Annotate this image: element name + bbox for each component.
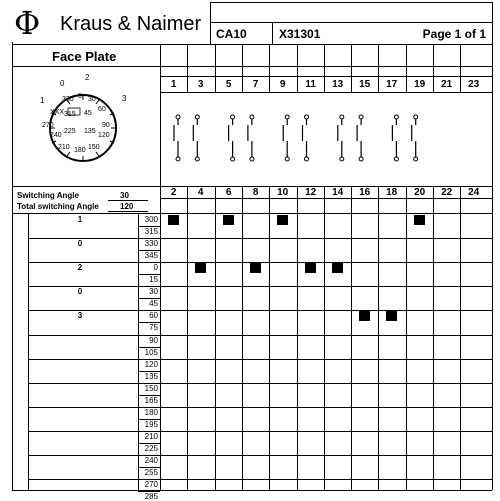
dial-label: 270 [42, 122, 54, 129]
brand-name: Kraus & Naimer [60, 13, 202, 35]
grid-line [351, 186, 352, 490]
dial-label: 30 [88, 96, 96, 103]
contact-bottom-number: 24 [468, 187, 480, 198]
dial-position-mark: 2 [85, 73, 90, 82]
angle-label: 120 [144, 360, 158, 369]
dial-label: 60 [98, 106, 106, 113]
grid-line [215, 186, 216, 490]
angle-label: 315 [144, 227, 158, 236]
switching-angle-label: Switching Angle [17, 191, 79, 200]
position-label: 3 [77, 311, 83, 320]
model-code: CA10 [216, 27, 247, 41]
contact-symbol [303, 115, 309, 161]
header-border [12, 44, 492, 45]
contact-diagram [160, 95, 492, 185]
row-line [28, 310, 492, 311]
contact-bottom-number: 18 [386, 187, 398, 198]
contact-top-number: 23 [468, 79, 480, 90]
row-line [28, 238, 492, 239]
contact-bottom-number: 14 [332, 187, 344, 198]
contact-bottom-number: 12 [305, 187, 317, 198]
angle-label: 60 [149, 311, 158, 320]
grid-line [324, 186, 325, 490]
contact-symbol [283, 115, 289, 161]
closed-contact-mark [223, 215, 234, 225]
closed-contact-mark [250, 263, 261, 273]
grid-line [242, 186, 243, 490]
row-line [28, 455, 492, 456]
contact-bottom-number: 16 [359, 187, 371, 198]
closed-contact-mark [305, 263, 316, 273]
contact-symbol [412, 115, 418, 161]
angle-label: 90 [149, 336, 158, 345]
angle-label: 240 [144, 456, 158, 465]
header-border [210, 2, 211, 44]
contact-top-number: 17 [386, 79, 398, 90]
row-line [28, 383, 492, 384]
header-border [272, 22, 273, 44]
contact-top-number: 9 [279, 79, 286, 90]
angle-label: 15 [149, 275, 158, 284]
grid-line [297, 186, 298, 490]
header-border [210, 2, 492, 3]
angle-label: 210 [144, 432, 158, 441]
angle-label: 330 [144, 239, 158, 248]
contact-top-number: 1 [170, 79, 177, 90]
dial-label: 315 [64, 111, 76, 118]
dial-position-mark: 1 [40, 96, 45, 105]
page-indicator: Page 1 of 1 [422, 27, 486, 41]
row-line [28, 431, 492, 432]
position-label: 2 [77, 263, 83, 272]
angle-label: 0 [153, 263, 158, 272]
closed-contact-mark [414, 215, 425, 225]
contact-bottom-number: 22 [441, 187, 453, 198]
contact-symbol [338, 115, 344, 161]
angle-label: 270 [144, 480, 158, 489]
angle-label: 255 [144, 468, 158, 477]
value-underline [108, 200, 148, 201]
grid-line [378, 186, 379, 490]
angle-label: 345 [144, 251, 158, 260]
position-label: 0 [77, 287, 83, 296]
contact-top-number: 21 [441, 79, 453, 90]
contact-bottom-number: 2 [170, 187, 177, 198]
contact-bottom-number: 6 [225, 187, 232, 198]
dial-label: 0 [78, 93, 82, 100]
dial-label: 225 [64, 128, 76, 135]
dial-position-mark: 0 [60, 79, 65, 88]
angle-label: 45 [149, 299, 158, 308]
angle-label: 105 [144, 348, 158, 357]
dial-label: 135 [84, 128, 96, 135]
contact-top-number: 7 [252, 79, 259, 90]
grid-line [433, 186, 434, 490]
contact-top-number: 11 [305, 79, 316, 90]
angle-label: 300 [144, 215, 158, 224]
angle-label: 180 [144, 408, 158, 417]
closed-contact-mark [359, 311, 370, 321]
row-line [28, 359, 492, 360]
position-label: 1 [77, 215, 83, 224]
contact-symbol [392, 115, 398, 161]
grid-line [160, 198, 492, 199]
grid-line [12, 213, 492, 214]
closed-contact-mark [332, 263, 343, 273]
contact-bottom-number: 8 [252, 187, 259, 198]
angle-label: 285 [144, 492, 158, 501]
dial-label: 150 [88, 144, 100, 151]
angle-label: 135 [144, 372, 158, 381]
angle-label: 75 [149, 323, 158, 332]
row-line [28, 335, 492, 336]
grid-line [460, 186, 461, 490]
switching-angle-value: 30 [120, 191, 129, 200]
grid-line [160, 186, 161, 490]
value-underline [108, 211, 148, 212]
grid-line [269, 186, 270, 490]
dial-label: XXX [50, 109, 65, 116]
contact-bottom-number: 10 [277, 187, 289, 198]
closed-contact-mark [386, 311, 397, 321]
contact-symbol [229, 115, 235, 161]
contact-bottom-number: 4 [197, 187, 204, 198]
dial-label: 330 [62, 96, 74, 103]
dial-label: 210 [58, 144, 70, 151]
outer-border [12, 490, 492, 491]
grid-line [160, 76, 492, 77]
row-line [28, 407, 492, 408]
contact-top-number: 13 [332, 79, 344, 90]
contact-bottom-number: 20 [414, 187, 426, 198]
outer-border [12, 42, 13, 490]
brand-symbol: Φ [14, 4, 41, 42]
dial-label: 240 [50, 132, 62, 139]
grid-line [12, 66, 492, 67]
angle-label: 195 [144, 420, 158, 429]
closed-contact-mark [277, 215, 288, 225]
total-switching-angle-value: 120 [120, 202, 134, 211]
row-line [28, 479, 492, 480]
grid-line [160, 92, 492, 93]
angle-label: 30 [149, 287, 158, 296]
contact-symbol [174, 115, 180, 161]
angle-label: 150 [144, 384, 158, 393]
part-number: X31301 [279, 27, 321, 41]
position-label: 0 [77, 239, 83, 248]
face-plate-title: Face Plate [52, 49, 117, 64]
contact-symbol [357, 115, 363, 161]
total-switching-angle-label: Total switching Angle [17, 202, 99, 211]
angle-label: 225 [144, 444, 158, 453]
dial-label: 120 [98, 132, 110, 139]
header-border [210, 22, 492, 23]
dial-position-mark: 3 [122, 94, 127, 103]
grid-line [406, 186, 407, 490]
row-line [28, 286, 492, 287]
closed-contact-mark [168, 215, 179, 225]
contact-top-number: 5 [225, 79, 232, 90]
closed-contact-mark [195, 263, 206, 273]
grid-line [28, 213, 29, 490]
contact-top-number: 3 [197, 79, 204, 90]
contact-symbol [193, 115, 199, 161]
contact-top-number: 15 [359, 79, 371, 90]
contact-top-number: 19 [414, 79, 426, 90]
dial-label: 180 [74, 147, 86, 154]
dial-label: 45 [84, 110, 92, 117]
grid-line [187, 186, 188, 490]
outer-border [492, 2, 493, 490]
contact-symbol [248, 115, 254, 161]
dial-label: 90 [102, 122, 110, 129]
angle-label: 165 [144, 396, 158, 405]
